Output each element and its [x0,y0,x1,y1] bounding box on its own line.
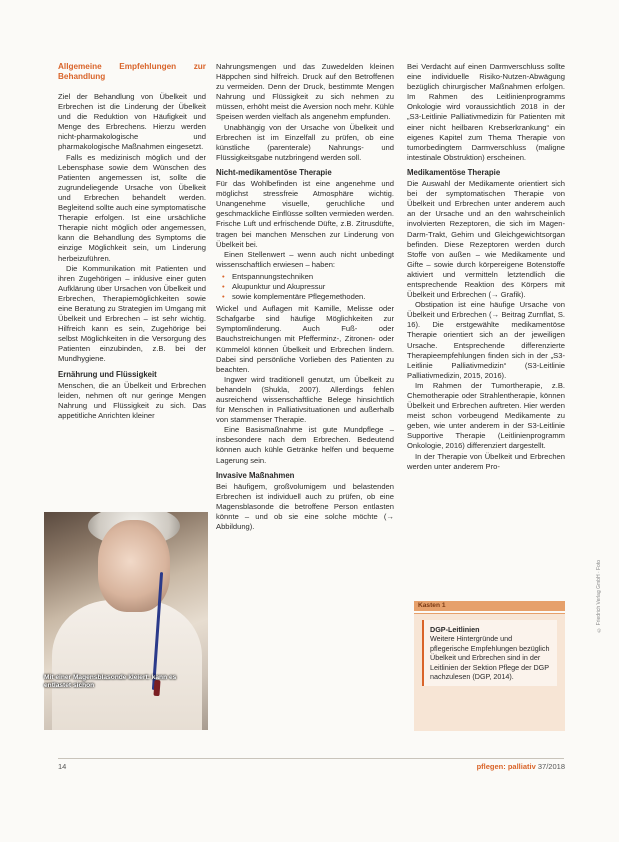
journal-name: pflegen: palliativ [476,762,536,771]
column-2 [216,62,394,532]
subheading: Ernährung und Flüssigkeit [58,369,157,379]
paragraph: Die Kommunikation mit Patienten und ihren Zugehörigen – inklusive einer guten Aufklärung über Ursachen von Übelkeit und Erbrechen, Therapiemöglichkeiten sowie eine Beratung zu Strategien im Umgang mit Übelkeit und Erbrechen – ist sehr wichtig. Hilfreich kann es sein, Zugehörige bei selbst Möglichkeiten in die Versorgung des Patienten einzubinden, z.B. bei der Mundhygiene. [58,263,206,364]
paragraph: Im Rahmen der Tumortherapie, z.B. Chemotherapie oder Strahlentherapie, können Übelkeit und Erbrechen auftreten. Hier werden meist schon vorbeugend Medikamente zu geben, wie unter anderem in der S3-Leitlinie Supportive Therapie (Leitlinienprogramm Onkologie, 2016) differenziert dargestellt. [407,380,565,451]
journal-footer [477,762,565,771]
paragraph: Obstipation ist eine häufige Ursache von Übelkeit und Erbrechen (→ Beitrag Zurnflat, S. 16). Die erstgewählte medikamentöse Therapie orientiert sich an der jeweiligen Ursache. Entsprechende differenzierte Therapieempfehlungen finden sich in der „S3-Leitlinie Palliativmedizin“ (S3-Leitlinie Palliativmedizin, 2015, 2016). [407,300,565,380]
list-item: • Entspannungstechniken [226,272,394,282]
column-3 [407,62,565,472]
subheading: Invasive Maßnahmen [216,470,295,480]
journal-issue: 37/2018 [537,762,565,771]
paragraph: Für das Wohlbefinden ist eine angenehme und möglichst stressfreie Atmosphäre wichtig. Unangenehme visuelle, geruchliche und geschmackliche Einflüsse sollten vermieden werden. Frische Luft und erfrischende Düfte, z.B. Zitrusdüfte, tragen bei manchen Menschen zur Linderung von Übelkeit bei. [216,179,394,249]
paragraph: Ingwer wird traditionell genutzt, um Übelkeit zu behandeln (Shukla, 2007). Allerdings fehlen ausreichend wissenschaftliche Belege hinsichtlich für Menschen in Palliativsituationen und außerhalb von stammenser Therapie. [216,374,394,425]
box-label: Kasten 1 [414,601,565,611]
photo-caption: Mit einer Magensblasonde kleiert: kann es entlastet sichon [44,674,177,690]
list-item: • sowie komplementäre Pflegemethoden. [226,292,394,302]
paragraph: In der Therapie von Übelkeit und Erbrechen werden unter anderem Pro- [407,451,565,471]
bullet-list [216,272,394,302]
column-1 [58,62,206,421]
paragraph: Falls es medizinisch möglich und der Lebensphase sowie dem Wünschen des Patienten angemessen ist, sollte die zugrundeliegende Ursache von Übelkeit und Erbrechen behandelt werden. Begleitend sollte auch eine symptomatische Therapie erfolgen. Ist eine ursächliche Therapie nicht möglich oder angemessen, kann die Behandlung des Symptoms die einzige Möglichkeit sein, um Linderung herbeizuführen. [58,152,206,263]
footer-rule [58,758,564,759]
subheading: Medikamentöse Therapie [407,167,501,177]
paragraph: Menschen, die an Übelkeit und Erbrechen leiden, nehmen oft nur geringe Mengen Nahrung und Flüssigkeit zu sich. Das appetitliche Anrichten kleiner [58,380,206,420]
paragraph: Bei häufigem, großvolumigem und belastenden Erbrechen ist individuell auch zu prüfen, ob eine Magensblasonde die betroffene Person entlasten könnte – und ob sie eine solche möchte (→ Abbildung). [216,481,394,532]
paragraph: Unabhängig von der Ursache von Übelkeit und Erbrechen ist im Einzelfall zu prüfen, ob eine künstliche (parenterale) Nahrungs- und Flüssigkeitsgabe nutzbringend werden soll. [216,122,394,162]
info-box-inner [422,620,557,686]
section-heading: Allgemeine Empfehlungen zur Behandlung [58,62,206,81]
info-box-text: Weitere Hintergründe und pflegerische Empfehlungen bezüglich Übelkeit und Erbrechen sind in der Leitlinien der Sektion Pflege der DGP nachzulesen (DGP, 2014). [430,634,550,682]
paragraph: Ziel der Behandlung von Übelkeit und Erbrechen ist die Linderung der Übelkeit und die Reduktion von Häufigkeit und Menge des Erbrechens. Hierzu werden nicht-pharmakologische und pharmakologische Maßnahmen eingesetzt. [58,92,206,152]
photo-shirt [52,600,202,730]
paragraph: Eine Basismaßnahme ist gute Mundpflege – insbesondere nach dem Erbrechen. Bedeutend können auch kühle Getränke helfen und bequeme Lagerung sein. [216,425,394,465]
paragraph: Die Auswahl der Medikamente orientiert sich bei der symptomatischen Therapie von Übelkeit und Erbrechen unter anderem auch an der Ursache und an den wahrscheinlich involvierten Rezeptoren, die sich im Magen-Darm-Trakt, Gehirn und Gleichgewichtsorgan befinden. Diese Rezeptoren werden durch Stoffe von außen – wie Medikamente und Gifte – sowie durch körpereigene Botenstoffe aktiviert und vermitteln letztendlich die entsprechende Reaktion des Körpers mit Übelkeit und Erbrechen (→ Grafik). [407,179,565,300]
list-item: • Akupunktur und Akupressur [226,282,394,292]
info-box-title: DGP-Leitlinien [430,625,480,634]
paragraph: Wickel und Auflagen mit Kamille, Melisse oder Schafgarbe sind häufige Möglichkeiten zur Symptomlinderung. Auch Fuß- oder Bauchstreichungen mit Pfefferminz-, Zitronen- oder Kümmelöl können Übelkeit und Erbrechen lindern. Dabei sind persönliche Vorlieben des Patienten zu beachten. [216,304,394,374]
info-box [414,613,565,731]
paragraph: Bei Verdacht auf einen Darmverschluss sollte eine individuelle Risiko-Nutzen-Abwägung bezüglich chirurgischer Maßnahmen erfolgen. Im Rahmen des Leitlinienprogramms Onkologie wird voraussichtlich 2018 in der „S3-Leitlinie Palliativmedizin für Patienten mit einer nicht heilbaren Krebserkrankung“ ein eigenes Kapitel zum Thema Therapie von tumorbedingtem Darmverschluss (maligne intestinale Obstruktion) erscheinen. [407,62,565,162]
subheading: Nicht-medikamentöse Therapie [216,167,332,177]
margin-credit: © Friedrich Verlag GmbH · Foto [596,560,602,633]
paragraph: Einen Stellenwert – wenn auch nicht unbedingt wissenschaftlich erwiesen – haben: [216,249,394,269]
patient-photo [44,512,208,730]
page-number: 14 [58,762,67,771]
paragraph: Nahrungsmengen und das Zuwedelden kleinen Häppchen sind hilfreich. Druck auf den Betroffenen zu vermeiden. Denn der Druck, bestimmte Mengen Nahrung und Flüssigkeit zu sich nehmen zu müssen, erhöht meist die Aversion noch mehr. Kühle Speisen werden vielfach als angenehm empfunden. [216,62,394,122]
